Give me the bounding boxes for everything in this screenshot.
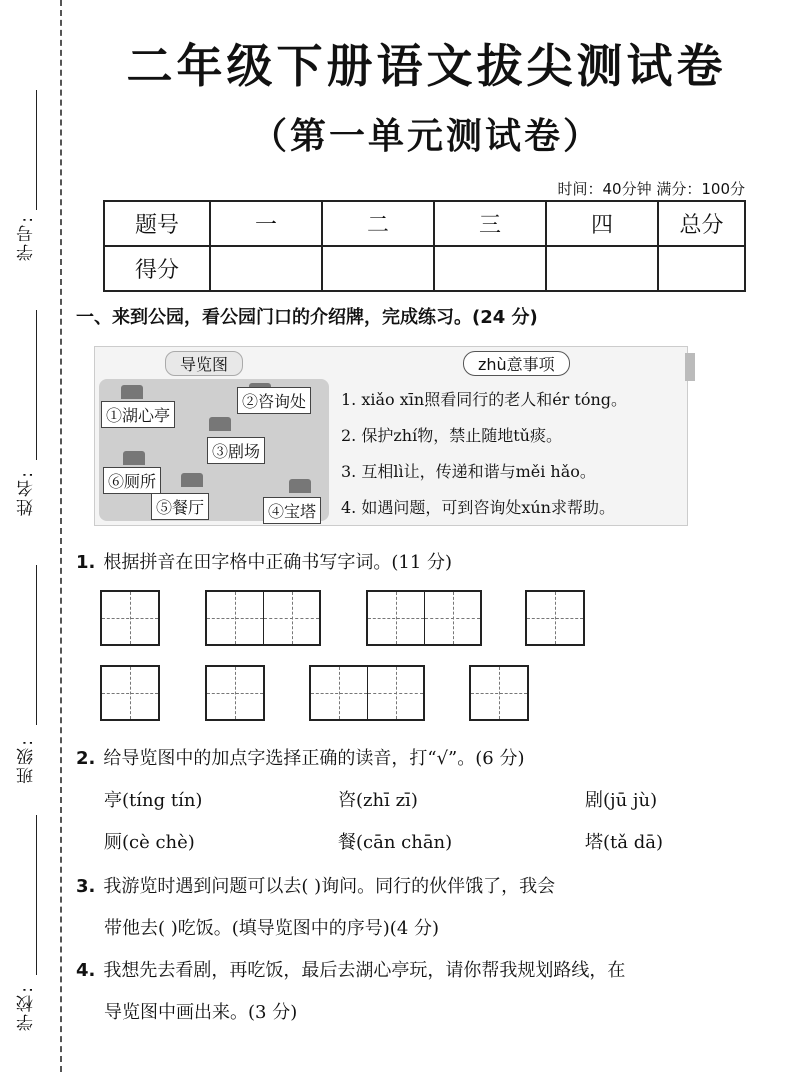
- pinyin-option[interactable]: 剧(jū jù): [585, 790, 658, 811]
- pinyin-option[interactable]: 厕(cè chè): [104, 832, 195, 853]
- class-line: [36, 565, 37, 725]
- notes-title: zhù意事项: [463, 351, 570, 376]
- note-item: 4. 如遇问题，可到咨询处xún求帮助。: [341, 498, 615, 517]
- time-info: 时间：40分钟 满分：100分: [557, 180, 745, 198]
- question-2: [76, 744, 524, 770]
- map-label-restaurant: ⑤餐厅: [151, 493, 209, 520]
- question-3-line-2: 带他去( )吃饭。(填导览图中的序号)(4 分): [104, 918, 440, 939]
- tianzige-8[interactable]: [469, 665, 529, 721]
- question-number: 3.: [76, 876, 96, 897]
- note-item: 3. 互相lì让，传递和谐与měi hǎo。: [341, 462, 596, 481]
- pinyin-option[interactable]: 咨(zhī zī): [338, 790, 418, 811]
- question-number: 1.: [76, 552, 96, 573]
- score-table-score-row: [104, 246, 745, 291]
- score-table: [103, 200, 746, 292]
- score-header-cell: 总分: [658, 201, 745, 246]
- score-table-header-row: [104, 201, 745, 246]
- tianzige-2[interactable]: [205, 590, 321, 646]
- note-item: 1. xiǎo xīn照看同行的老人和ér tóng。: [341, 390, 628, 409]
- building-icon: [181, 473, 203, 487]
- corner-tab: [685, 353, 695, 381]
- question-4-line-2: 导览图中画出来。(3 分): [104, 1002, 298, 1023]
- building-icon: [123, 451, 145, 465]
- question-text: 根据拼音在田字格中正确书写字词。(11 分): [103, 552, 453, 573]
- question-text: 我游览时遇到问题可以去( )询问。同行的伙伴饿了，我会: [103, 876, 556, 897]
- question-1: [76, 548, 452, 574]
- score-header-cell: 四: [546, 201, 658, 246]
- student-no-label: 学号:: [17, 215, 37, 261]
- tianzige-5[interactable]: [100, 665, 160, 721]
- map-label-pagoda: ④宝塔: [263, 497, 321, 524]
- map-label-info-desk: ②咨询处: [237, 387, 311, 414]
- map-title: 导览图: [165, 351, 243, 376]
- map-label-theater: ③剧场: [207, 437, 265, 464]
- name-label: 姓名:: [17, 470, 37, 516]
- score-blank-cell[interactable]: [210, 246, 322, 291]
- page-subtitle: （第一单元测试卷）: [250, 115, 602, 157]
- score-header-cell: 一: [210, 201, 322, 246]
- map-label-toilet: ⑥厕所: [103, 467, 161, 494]
- score-blank-cell[interactable]: [546, 246, 658, 291]
- pinyin-option[interactable]: 塔(tǎ dā): [585, 832, 663, 853]
- score-blank-cell[interactable]: [658, 246, 745, 291]
- tianzige-7[interactable]: [309, 665, 425, 721]
- tianzige-1[interactable]: [100, 590, 160, 646]
- page-title: 二年级下册语文拔尖测试卷: [126, 39, 727, 93]
- pinyin-option[interactable]: 亭(tíng tín): [104, 790, 203, 811]
- score-header-cell: 题号: [104, 201, 210, 246]
- score-header-cell: 二: [322, 201, 434, 246]
- question-number: 4.: [76, 960, 96, 981]
- question-4: [76, 956, 625, 982]
- binding-dashed-line: [60, 0, 62, 1072]
- tianzige-3[interactable]: [366, 590, 482, 646]
- pinyin-option[interactable]: 餐(cān chān): [338, 832, 453, 853]
- question-text: 给导览图中的加点字选择正确的读音，打“√”。(6 分): [103, 748, 525, 769]
- park-guide-board: [94, 346, 688, 526]
- tianzige-4[interactable]: [525, 590, 585, 646]
- score-header-cell: 三: [434, 201, 546, 246]
- question-text: 我想先去看剧，再吃饭，最后去湖心亭玩，请你帮我规划路线，在: [103, 960, 626, 981]
- question-number: 2.: [76, 748, 96, 769]
- map-label-lake-pavilion: ①湖心亭: [101, 401, 175, 428]
- score-blank-cell[interactable]: [434, 246, 546, 291]
- score-row-label: 得分: [104, 246, 210, 291]
- pagoda-icon: [289, 479, 311, 493]
- name-line: [36, 310, 37, 460]
- class-label: 班级:: [17, 738, 37, 784]
- building-icon: [209, 417, 231, 431]
- building-icon: [121, 385, 143, 399]
- guide-map-image: [99, 379, 329, 521]
- tianzige-6[interactable]: [205, 665, 265, 721]
- school-label: 学校:: [17, 985, 37, 1031]
- section-heading: 一、来到公园，看公园门口的介绍牌，完成练习。(24 分): [76, 307, 538, 328]
- question-3: [76, 872, 555, 898]
- score-blank-cell[interactable]: [322, 246, 434, 291]
- school-line: [36, 815, 37, 975]
- note-item: 2. 保护zhí物，禁止随地tǔ痰。: [341, 426, 562, 445]
